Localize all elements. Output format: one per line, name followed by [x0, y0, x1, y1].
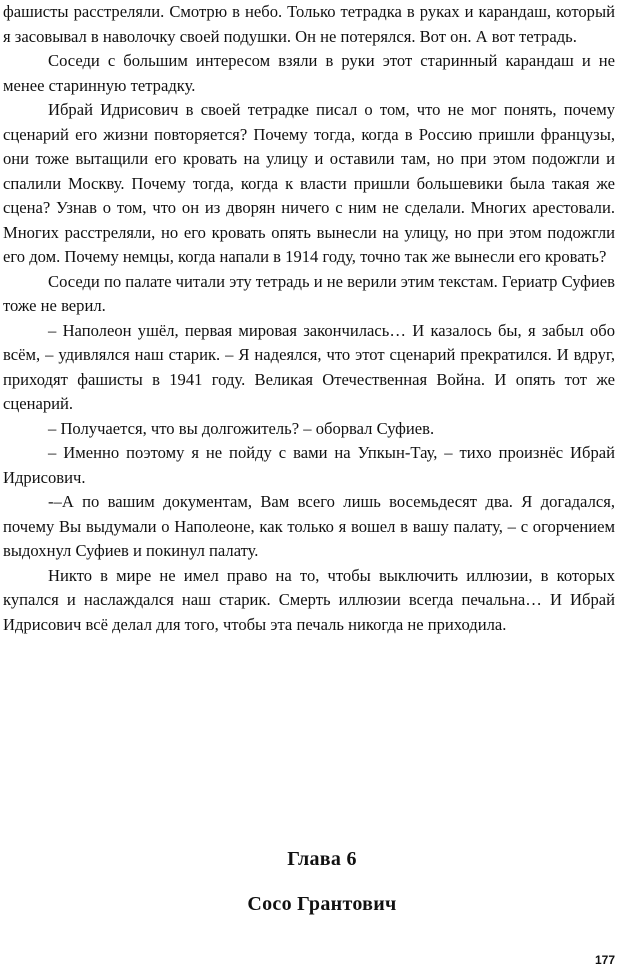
paragraph: Никто в мире не имел право на то, чтобы выключить иллюзии, в которых купался и наслаждался наш старик. Смерть иллюзии всегда печальна… И Ибрай Идрисович всё делал для того, чтобы эта печаль никогда не приходила.	[3, 565, 615, 634]
paragraph: – Наполеон ушёл, первая мировая закончилась… И казалось бы, я забыл обо всём, – удивлялся наш старик. – Я надеялся, что этот сценарий прекратился. И вдруг, приходят фашисты в 1941 году. Великая Отечественная Война. И опять тот же сценарий.	[3, 320, 615, 413]
page-number: 177	[594, 953, 615, 967]
body-text	[3, 0, 615, 637]
paragraph: Соседи по палате читали эту тетрадь и не верили этим текстам. Гериатр Суфиев тоже не верил.	[3, 271, 615, 315]
paragraph: -–А по вашим документам, Вам всего лишь восемьдесят два. Я догадался, почему Вы выдумали о Наполеоне, как только я вошел в вашу палату, – с огорчением выдохнул Суфиев и покинул палату.	[3, 492, 615, 560]
paragraph: Ибрай Идрисович в своей тетрадке писал о том, что не мог понять, почему сценарий его жизни повторяется? Почему тогда, когда в Россию пришли французы, они тоже вытащили его кровать на улицу и оставили там, но при этом подожгли и спалили Москву. Почему тогда, когда к власти пришли большевики была такая же сцена? Узнав о том, что он из дворян ничего с ним не сделали. Многих арестовали. Многих расстреляли, но его кровать опять вынесли на улицу, но при этом подожгли его дом. Почему немцы, когда напали в 1914 году, точно так же вынесли его кровать?	[3, 100, 615, 266]
chapter-number: Глава 6	[287, 848, 357, 870]
paragraph: – Именно поэтому я не пойду с вами на Упкын-Тау, – тихо произнёс Ибрай Идрисович.	[3, 443, 615, 487]
paragraph: – Получается, что вы долгожитель? – оборвал Суфиев.	[48, 418, 435, 438]
paragraph: Соседи с большим интересом взяли в руки этот старинный карандаш и не менее старинную тетрадку.	[3, 51, 615, 95]
chapter-title: Сосо Грантович	[247, 893, 397, 915]
paragraph: фашисты расстреляли. Смотрю в небо. Только тетрадка в руках и карандаш, который я засовывал в наволочку своей подушки. Он не потерялся. Вот он. А вот тетрадь.	[3, 2, 615, 46]
